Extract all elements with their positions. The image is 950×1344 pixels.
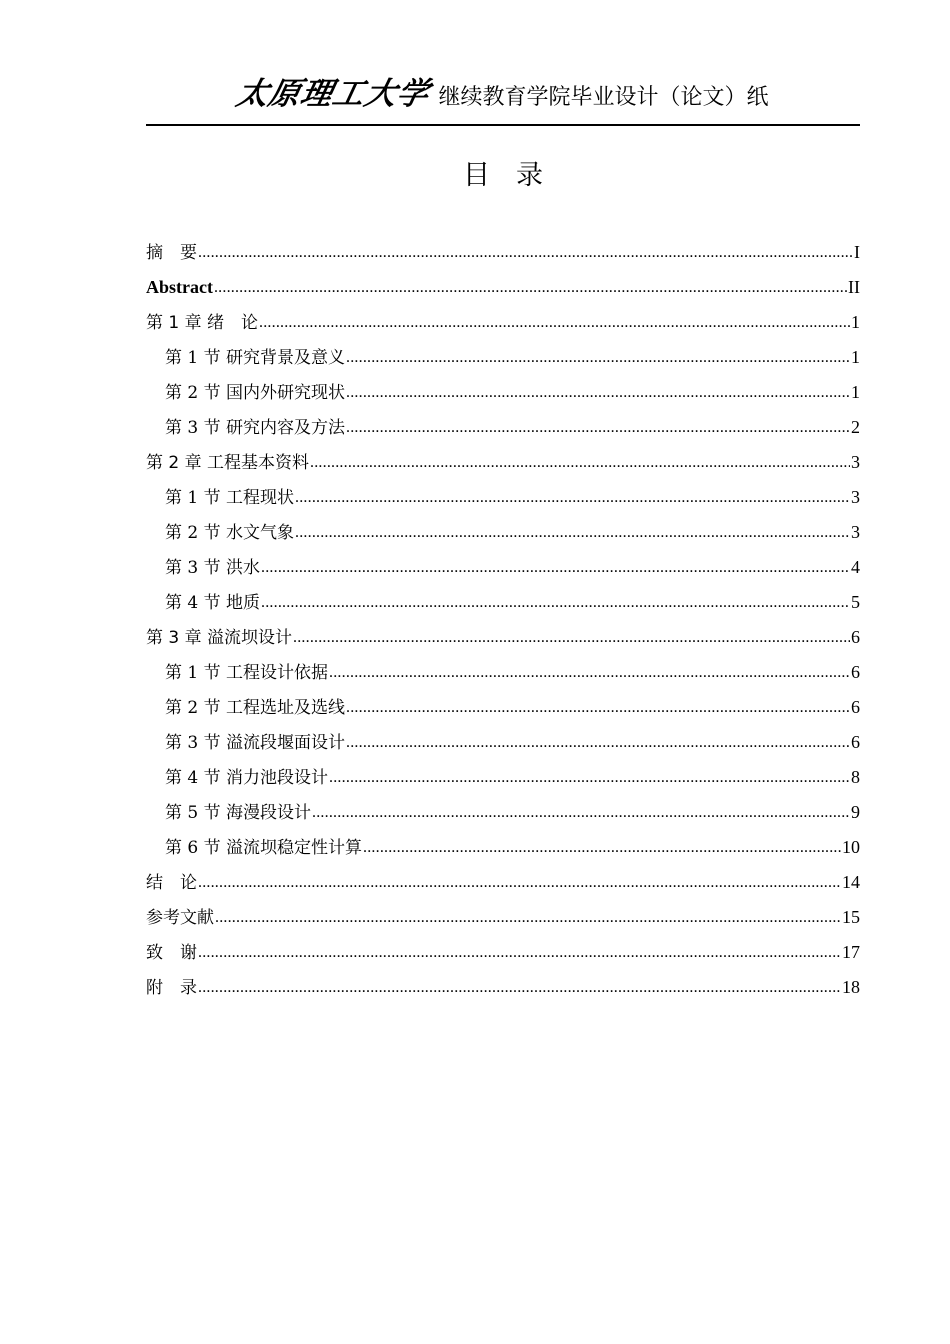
- toc-entry[interactable]: [146, 340, 860, 375]
- toc-entry[interactable]: [146, 305, 860, 340]
- toc-leader-dots: [329, 655, 850, 690]
- toc-entry[interactable]: [146, 445, 860, 480]
- toc-entry-page: II: [848, 277, 860, 297]
- header-divider: [146, 124, 860, 126]
- toc-entry[interactable]: [146, 410, 860, 445]
- toc-leader-dots: [215, 900, 841, 935]
- toc-entry-page: 17: [842, 942, 860, 962]
- toc-entry-label: 第 3 节 溢流段堰面设计: [165, 733, 346, 753]
- toc-entry-page: 6: [851, 662, 860, 682]
- toc-entry[interactable]: [146, 620, 860, 655]
- toc-entry-label: 第 5 节 海漫段设计: [165, 803, 312, 823]
- toc-entry[interactable]: [146, 235, 860, 270]
- toc-entry-label: 第 2 节 水文气象: [165, 523, 295, 543]
- toc-entry-page: 10: [842, 837, 860, 857]
- toc-entry-page: 14: [842, 872, 860, 892]
- toc-entry-page: 15: [842, 907, 860, 927]
- toc-leader-dots: [261, 585, 850, 620]
- toc-entry-page: 8: [851, 767, 860, 787]
- toc-entry-page: 1: [851, 347, 860, 367]
- toc-title: 目录: [463, 160, 569, 191]
- toc-entry-label: 结 论: [146, 873, 197, 893]
- toc-entry-label: 第 1 节 研究背景及意义: [165, 348, 346, 368]
- toc-entry-label: 第 3 章 溢流坝设计: [146, 628, 293, 648]
- toc-entry-page: I: [854, 242, 860, 262]
- toc-leader-dots: [198, 865, 841, 900]
- toc-entry-page: 18: [842, 977, 860, 997]
- toc-leader-dots: [346, 410, 850, 445]
- toc-entry-page: 3: [851, 452, 860, 472]
- toc-leader-dots: [295, 515, 850, 550]
- toc-entry-label: 第 1 节 工程现状: [165, 488, 295, 508]
- toc-entry[interactable]: [146, 760, 860, 795]
- toc-entry[interactable]: [146, 795, 860, 830]
- toc-entry-page: 5: [851, 592, 860, 612]
- toc-entry[interactable]: [146, 655, 860, 690]
- toc-leader-dots: [259, 305, 850, 340]
- toc-entry[interactable]: [146, 585, 860, 620]
- toc-entry[interactable]: [146, 935, 860, 970]
- toc-entry-page: 6: [851, 732, 860, 752]
- page-header: [146, 62, 860, 118]
- toc-entry[interactable]: [146, 690, 860, 725]
- toc-leader-dots: [198, 935, 841, 970]
- table-of-contents: [146, 235, 860, 1005]
- toc-leader-dots: [346, 375, 850, 410]
- toc-leader-dots: [329, 760, 850, 795]
- toc-leader-dots: [198, 235, 853, 270]
- toc-leader-dots: [293, 620, 850, 655]
- toc-entry[interactable]: [146, 270, 860, 305]
- toc-entry-page: 4: [851, 557, 860, 577]
- toc-leader-dots: [346, 340, 850, 375]
- toc-entry-page: 2: [851, 417, 860, 437]
- toc-entry[interactable]: [146, 550, 860, 585]
- toc-leader-dots: [198, 970, 841, 1005]
- toc-entry-label: 附 录: [146, 978, 197, 998]
- toc-leader-dots: [214, 270, 847, 305]
- toc-entry-label: 第 6 节 溢流坝稳定性计算: [165, 838, 363, 858]
- toc-entry[interactable]: [146, 970, 860, 1005]
- toc-entry[interactable]: [146, 515, 860, 550]
- toc-leader-dots: [261, 550, 850, 585]
- toc-entry-label: 第 2 节 工程选址及选线: [165, 698, 346, 718]
- toc-entry-label: 参考文献: [146, 908, 214, 928]
- toc-entry-page: 6: [851, 627, 860, 647]
- toc-leader-dots: [346, 725, 850, 760]
- toc-entry-label: 第 2 节 国内外研究现状: [165, 383, 346, 403]
- toc-entry-page: 1: [851, 382, 860, 402]
- toc-leader-dots: [312, 795, 850, 830]
- toc-entry[interactable]: [146, 865, 860, 900]
- toc-entry[interactable]: [146, 830, 860, 865]
- toc-entry-label: 第 4 节 地质: [165, 593, 261, 613]
- toc-entry-label: 第 1 章 绪 论: [146, 313, 259, 333]
- toc-entry-label: 第 1 节 工程设计依据: [165, 663, 329, 683]
- toc-leader-dots: [295, 480, 850, 515]
- toc-entry-page: 1: [851, 312, 860, 332]
- toc-entry[interactable]: [146, 725, 860, 760]
- toc-entry-label: 第 3 节 研究内容及方法: [165, 418, 346, 438]
- toc-entry-label: Abstract: [146, 277, 213, 297]
- toc-entry-label: 致 谢: [146, 943, 197, 963]
- toc-leader-dots: [310, 445, 850, 480]
- toc-entry-page: 3: [851, 522, 860, 542]
- toc-entry-page: 3: [851, 487, 860, 507]
- toc-entry-label: 第 4 节 消力池段设计: [165, 768, 329, 788]
- toc-leader-dots: [363, 830, 841, 865]
- header-subtitle: 继续教育学院毕业设计（论文）纸: [438, 85, 769, 110]
- toc-entry-page: 6: [851, 697, 860, 717]
- toc-entry-label: 第 3 节 洪水: [165, 558, 261, 578]
- toc-entry[interactable]: [146, 900, 860, 935]
- toc-leader-dots: [346, 690, 850, 725]
- toc-entry[interactable]: [146, 480, 860, 515]
- toc-entry-page: 9: [851, 802, 860, 822]
- toc-entry-label: 摘 要: [146, 243, 197, 263]
- toc-entry-label: 第 2 章 工程基本资料: [146, 453, 310, 473]
- toc-entry[interactable]: [146, 375, 860, 410]
- university-logo: 太原理工大学: [233, 76, 434, 112]
